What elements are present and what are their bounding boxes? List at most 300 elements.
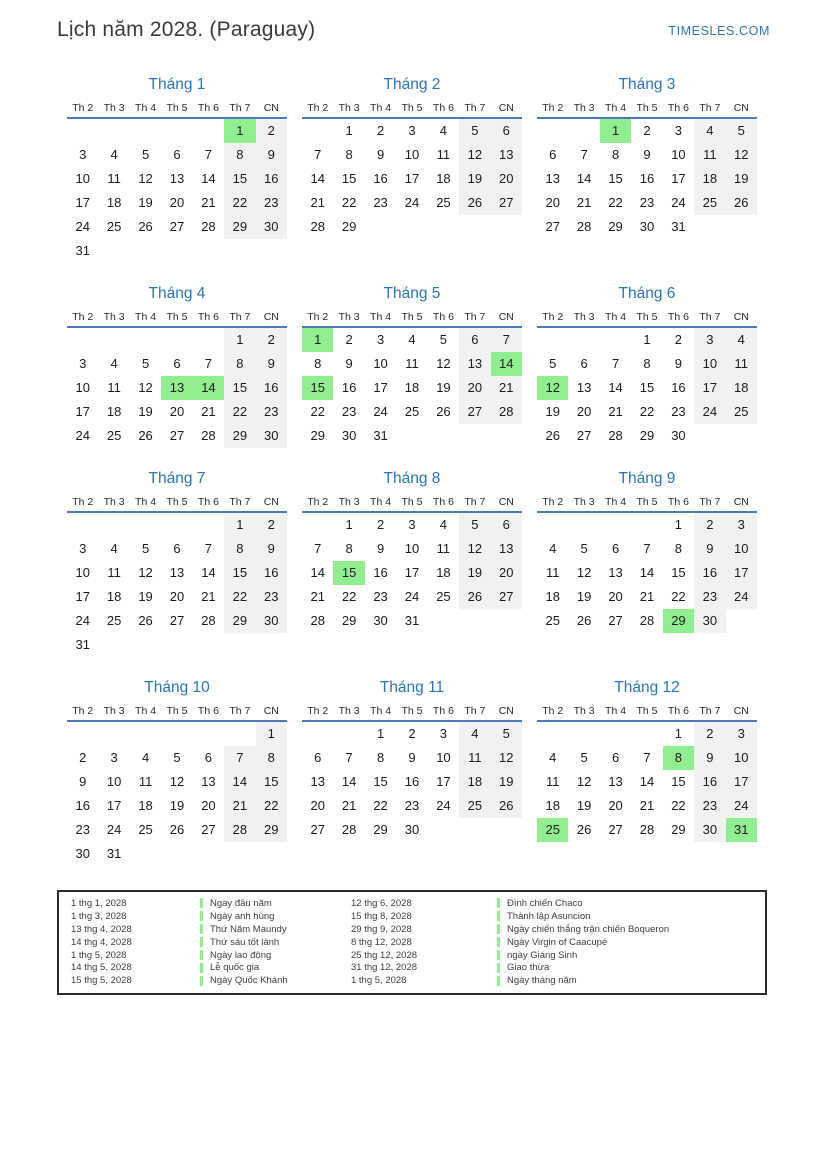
weekday-label: Th 3: [338, 311, 360, 323]
day-cell: 30: [256, 424, 287, 448]
legend-holiday-name: Ngày Quốc Khánh: [200, 975, 351, 986]
day-cell: 16: [639, 171, 655, 186]
weekday-label: Th 7: [229, 705, 251, 717]
day-cell: 20: [491, 561, 522, 585]
holiday-marker-icon: [200, 937, 203, 947]
day-cell: 18: [545, 798, 560, 813]
site-link[interactable]: TIMESLES.COM: [668, 24, 770, 38]
day-cell: 11: [545, 774, 560, 789]
day-cell: 15: [608, 171, 623, 186]
day-cell: 13: [491, 537, 522, 561]
weekday-label: Th 6: [667, 311, 689, 323]
day-cell: 26: [491, 794, 522, 818]
day-cell: 29: [608, 219, 623, 234]
day-cell: 12: [459, 143, 490, 167]
weekday-label: Th 2: [542, 705, 564, 717]
day-cell-empty: [428, 609, 459, 633]
holiday-marker-icon: [497, 924, 500, 934]
day-cell: 2: [256, 513, 287, 537]
weekday-label: Th 3: [103, 102, 125, 114]
day-cell: 5: [141, 147, 150, 162]
day-cell-empty: [568, 722, 599, 746]
weekday-label: Th 2: [72, 311, 94, 323]
weekday-label: Th 3: [573, 311, 595, 323]
legend-row: [71, 961, 757, 974]
week-row: [537, 537, 757, 561]
weekday-label: Th 3: [103, 311, 125, 323]
month-title[interactable]: Tháng 4: [148, 285, 206, 302]
day-cell-empty: [537, 722, 568, 746]
day-cell: 6: [549, 147, 557, 162]
day-cell: 12: [576, 565, 592, 580]
day-cell-empty: [193, 239, 224, 263]
week-row: [537, 400, 757, 424]
weekday-label: Th 2: [72, 705, 94, 717]
day-cell: 9: [376, 147, 385, 162]
day-cell-empty: [726, 424, 757, 448]
month-title[interactable]: Tháng 2: [383, 76, 441, 93]
day-cell: 22: [310, 404, 325, 419]
day-cell: 4: [694, 119, 725, 143]
day-cell: 25: [138, 822, 153, 837]
day-cell: 24: [75, 219, 90, 234]
day-cell-empty: [193, 722, 224, 746]
day-cell: 9: [256, 143, 287, 167]
day-cell: 9: [376, 541, 385, 556]
day-cell: 28: [224, 818, 255, 842]
day-cell: 3: [110, 750, 118, 765]
week-row: [67, 239, 287, 263]
month-block-9: [537, 470, 757, 633]
day-cell: 7: [314, 541, 322, 556]
day-cell-empty: [491, 215, 522, 239]
day-cell: 22: [373, 798, 388, 813]
day-cell: 3: [726, 722, 757, 746]
week-row: [67, 352, 287, 376]
holiday-marker-icon: [200, 963, 203, 973]
day-cell: 14: [224, 770, 255, 794]
day-cell: 14: [310, 565, 325, 580]
weekday-label: Th 2: [72, 102, 94, 114]
weekday-label: Th 3: [338, 102, 360, 114]
day-cell: 19: [576, 589, 592, 604]
week-row: [537, 722, 757, 746]
day-cell-empty: [726, 609, 757, 633]
legend-row: [71, 974, 757, 987]
day-cell: 23: [694, 585, 725, 609]
day-cell: 15: [341, 171, 357, 186]
day-cell: 18: [404, 380, 420, 395]
day-cell: 7: [204, 541, 213, 556]
day-cell: 30: [373, 613, 388, 628]
day-cell: 25: [726, 400, 757, 424]
day-cell: 4: [408, 332, 416, 347]
day-cell: 10: [75, 380, 90, 395]
weekday-label: Th 6: [667, 102, 689, 114]
week-row: [302, 794, 522, 818]
day-cell: 7: [491, 328, 522, 352]
day-cell: 20: [310, 798, 325, 813]
day-cell: 5: [141, 356, 150, 371]
day-cell: 28: [576, 219, 592, 234]
month-title[interactable]: Tháng 7: [148, 470, 206, 487]
day-cell-empty: [98, 633, 129, 657]
day-cell: 8: [256, 746, 287, 770]
day-cell: 25: [436, 195, 451, 210]
day-cell: 15: [224, 561, 255, 585]
week-row: [302, 585, 522, 609]
day-cell-empty: [98, 513, 129, 537]
day-cell: 19: [576, 798, 592, 813]
week-row: [67, 328, 287, 352]
legend-date: 1 thg 5, 2028: [351, 975, 407, 987]
day-cell: 8: [345, 541, 353, 556]
day-cell: 29: [341, 219, 357, 234]
day-cell: 9: [79, 774, 87, 789]
day-cell: 13: [201, 774, 216, 789]
weekday-label: Th 7: [464, 102, 486, 114]
day-cell: 7: [204, 147, 213, 162]
weekday-label: Th 4: [605, 102, 627, 114]
day-cell-empty: [130, 513, 161, 537]
day-cell: 31: [404, 613, 420, 628]
months-grid: [67, 76, 757, 866]
day-cell: 1: [643, 332, 651, 347]
day-cell: 20: [169, 589, 185, 604]
day-cell: 6: [491, 513, 522, 537]
day-cell: 2: [694, 513, 725, 537]
legend-date: 25 thg 12, 2028: [351, 949, 418, 961]
day-cell: 26: [545, 428, 560, 443]
legend-date: 14 thg 4, 2028: [71, 936, 132, 948]
weekday-label: Th 2: [72, 496, 94, 508]
day-cell: 24: [726, 794, 757, 818]
month-block-7: [67, 470, 287, 657]
day-cell: 28: [201, 613, 216, 628]
month-block-1: [67, 76, 287, 263]
day-cell: 17: [436, 774, 451, 789]
day-cell: 9: [643, 147, 651, 162]
legend-row: [71, 897, 757, 910]
holiday-marker-icon: [200, 898, 203, 908]
day-cell: 22: [224, 400, 255, 424]
day-cell: 30: [256, 215, 287, 239]
day-cell: 28: [201, 428, 216, 443]
day-cell: 11: [138, 774, 153, 789]
legend-date: 12 thg 6, 2028: [351, 897, 412, 909]
weekday-label: Th 3: [103, 496, 125, 508]
day-cell-empty: [726, 215, 757, 239]
day-cell: 11: [107, 380, 121, 395]
day-cell: 27: [169, 428, 185, 443]
weekday-label: Th 5: [166, 496, 188, 508]
day-cell: 11: [726, 352, 757, 376]
legend-date: 29 thg 9, 2028: [351, 923, 412, 935]
month-title[interactable]: Tháng 1: [148, 76, 206, 93]
day-cell: 3: [439, 726, 448, 741]
weekday-label: Th 3: [338, 705, 360, 717]
day-cell-empty: [193, 328, 224, 352]
legend-date: 1 thg 5, 2028: [71, 949, 127, 961]
weekday-label: Th 6: [667, 705, 689, 717]
week-row: [302, 400, 522, 424]
day-cell: 18: [545, 589, 560, 604]
day-cell: 3: [79, 147, 87, 162]
day-cell: 27: [491, 191, 522, 215]
day-cell-empty: [396, 424, 427, 448]
day-cell-empty: [130, 328, 161, 352]
legend-holiday-name: Ngày anh hùng: [200, 911, 351, 922]
day-cell: 4: [439, 517, 448, 532]
weekday-label: Th 7: [464, 311, 486, 323]
day-cell: 10: [726, 537, 757, 561]
weekday-label: Th 6: [197, 496, 219, 508]
week-row: [67, 376, 287, 400]
day-cell: 7: [643, 750, 651, 765]
legend-date: 1 thg 3, 2028: [71, 910, 127, 922]
day-cell: 4: [459, 722, 490, 746]
day-cell-empty: [302, 722, 333, 746]
month-title[interactable]: Tháng 8: [383, 470, 441, 487]
holiday-day-cell: 31: [726, 818, 757, 842]
weekday-label: Th 5: [401, 102, 423, 114]
week-row: [537, 424, 757, 448]
day-cell: 4: [549, 541, 557, 556]
day-cell: 24: [75, 613, 90, 628]
day-cell: 30: [639, 219, 655, 234]
day-cell: 9: [256, 537, 287, 561]
day-cell: 18: [138, 798, 153, 813]
day-cell: 2: [674, 332, 683, 347]
day-cell: 30: [671, 428, 686, 443]
day-cell: 19: [459, 167, 490, 191]
day-cell: 11: [436, 147, 451, 162]
day-cell: 27: [459, 400, 490, 424]
day-cell: 17: [106, 798, 122, 813]
day-cell: 13: [310, 774, 325, 789]
weekday-label: Th 2: [542, 311, 564, 323]
day-cell: 6: [491, 119, 522, 143]
day-cell: 22: [256, 794, 287, 818]
day-cell: 19: [545, 404, 560, 419]
legend-holiday-name: Thứ sáu tốt lành: [200, 937, 351, 948]
holiday-day-cell: 14: [491, 352, 522, 376]
day-cell: 11: [405, 356, 419, 371]
day-cell: 16: [373, 565, 388, 580]
week-row: [302, 746, 522, 770]
week-row: [537, 585, 757, 609]
month-block-3: [537, 76, 757, 239]
day-cell-empty: [130, 842, 161, 866]
holiday-marker-icon: [200, 950, 203, 960]
day-cell: 27: [310, 822, 325, 837]
day-cell: 25: [404, 404, 420, 419]
weekday-label: CN: [263, 311, 279, 323]
day-cell-empty: [333, 722, 364, 746]
day-cell: 24: [404, 195, 420, 210]
day-cell-empty: [98, 239, 129, 263]
weekday-label: Th 5: [166, 102, 188, 114]
day-cell: 28: [310, 613, 325, 628]
day-cell: 12: [169, 774, 185, 789]
month-title[interactable]: Tháng 12: [614, 679, 680, 696]
day-cell: 20: [608, 589, 623, 604]
day-cell-empty: [67, 513, 98, 537]
legend-holiday-name: Thứ Năm Maundy: [200, 924, 351, 935]
month-title[interactable]: Tháng 5: [383, 285, 441, 302]
day-cell: 10: [373, 356, 388, 371]
day-cell: 4: [110, 147, 118, 162]
legend-holiday-name: Lễ quốc gia: [200, 962, 351, 973]
holiday-marker-icon: [497, 898, 500, 908]
legend-row: [71, 923, 757, 936]
day-cell: 19: [138, 195, 153, 210]
day-cell-empty: [193, 842, 224, 866]
weekday-label: Th 2: [307, 496, 329, 508]
day-cell: 23: [671, 404, 686, 419]
month-title[interactable]: Tháng 3: [618, 76, 676, 93]
week-row: [67, 842, 287, 866]
day-cell: 27: [201, 822, 216, 837]
day-cell: 19: [138, 404, 153, 419]
week-row: [537, 609, 757, 633]
day-cell: 6: [204, 750, 213, 765]
weekday-label: CN: [263, 705, 279, 717]
day-cell: 21: [341, 798, 357, 813]
day-cell: 25: [436, 589, 451, 604]
day-cell: 20: [545, 195, 560, 210]
day-cell: 6: [314, 750, 322, 765]
day-cell: 14: [201, 565, 216, 580]
day-cell-empty: [600, 722, 631, 746]
day-cell-empty: [130, 633, 161, 657]
day-cell: 31: [106, 846, 122, 861]
holiday-marker-icon: [200, 911, 203, 921]
weekday-label: Th 7: [229, 102, 251, 114]
holiday-day-cell: 1: [600, 119, 631, 143]
week-row: [302, 167, 522, 191]
day-cell: 21: [310, 195, 325, 210]
week-row: [537, 376, 757, 400]
week-row: [537, 513, 757, 537]
day-cell: 25: [545, 613, 560, 628]
day-cell-empty: [396, 215, 427, 239]
day-cell: 23: [256, 191, 287, 215]
day-cell-empty: [224, 633, 255, 657]
day-cell: 16: [404, 774, 420, 789]
day-cell: 26: [576, 613, 592, 628]
day-cell: 17: [726, 770, 757, 794]
day-cell: 31: [75, 243, 90, 258]
weekday-label: Th 4: [135, 102, 157, 114]
day-cell: 17: [75, 195, 90, 210]
day-cell: 11: [459, 746, 490, 770]
month-title[interactable]: Tháng 10: [144, 679, 210, 696]
day-cell: 8: [345, 147, 353, 162]
weekday-header-row: [67, 311, 287, 328]
day-cell: 21: [201, 404, 216, 419]
day-cell: 19: [726, 167, 757, 191]
legend-holiday-name: Ngày chiến thắng trận chiến Boqueron: [497, 924, 757, 935]
day-cell: 17: [694, 376, 725, 400]
day-cell: 19: [169, 798, 185, 813]
day-cell: 17: [726, 561, 757, 585]
day-cell: 21: [608, 404, 623, 419]
day-cell: 27: [169, 613, 185, 628]
week-row: [537, 328, 757, 352]
weekday-label: Th 6: [667, 496, 689, 508]
day-cell: 8: [314, 356, 322, 371]
legend-date: 15 thg 5, 2028: [71, 975, 132, 987]
day-cell-empty: [459, 424, 490, 448]
weekday-header-row: [537, 705, 757, 722]
weekday-label: Th 2: [542, 496, 564, 508]
weekday-label: CN: [733, 705, 749, 717]
month-block-12: [537, 679, 757, 842]
holiday-legend: [57, 890, 767, 995]
month-title[interactable]: Tháng 11: [379, 679, 445, 696]
day-cell: 28: [639, 822, 655, 837]
day-cell: 27: [608, 822, 623, 837]
day-cell-empty: [67, 119, 98, 143]
day-cell: 11: [107, 565, 121, 580]
month-title[interactable]: Tháng 9: [618, 470, 676, 487]
day-cell-empty: [491, 609, 522, 633]
day-cell: 29: [341, 613, 357, 628]
day-cell: 8: [224, 352, 255, 376]
weekday-label: Th 5: [401, 496, 423, 508]
day-cell-empty: [694, 424, 725, 448]
weekday-label: CN: [733, 102, 749, 114]
weekday-label: Th 4: [370, 311, 392, 323]
weekday-header-row: [302, 102, 522, 119]
month-block-6: [537, 285, 757, 448]
weekday-label: CN: [498, 496, 514, 508]
day-cell-empty: [67, 722, 98, 746]
day-cell: 9: [408, 750, 416, 765]
day-cell: 8: [611, 147, 620, 162]
day-cell: 10: [75, 171, 90, 186]
day-cell: 13: [608, 565, 623, 580]
day-cell-empty: [600, 513, 631, 537]
day-cell: 15: [671, 774, 686, 789]
day-cell: 9: [674, 356, 683, 371]
day-cell: 4: [726, 328, 757, 352]
day-cell-empty: [98, 328, 129, 352]
day-cell: 25: [106, 428, 122, 443]
day-cell-empty: [568, 328, 599, 352]
weekday-label: CN: [733, 311, 749, 323]
day-cell: 2: [376, 517, 385, 532]
week-row: [302, 143, 522, 167]
day-cell: 31: [671, 219, 686, 234]
day-cell: 23: [373, 195, 388, 210]
week-row: [302, 537, 522, 561]
day-cell-empty: [631, 513, 662, 537]
day-cell-empty: [428, 818, 459, 842]
day-cell: 29: [639, 428, 655, 443]
weekday-label: CN: [498, 102, 514, 114]
week-row: [302, 215, 522, 239]
weekday-label: Th 4: [370, 705, 392, 717]
day-cell: 13: [608, 774, 623, 789]
day-cell: 19: [138, 589, 153, 604]
month-block-4: [67, 285, 287, 448]
week-row: [537, 818, 757, 842]
month-title[interactable]: Tháng 6: [618, 285, 676, 302]
day-cell-empty: [161, 119, 192, 143]
day-cell: 11: [107, 171, 121, 186]
